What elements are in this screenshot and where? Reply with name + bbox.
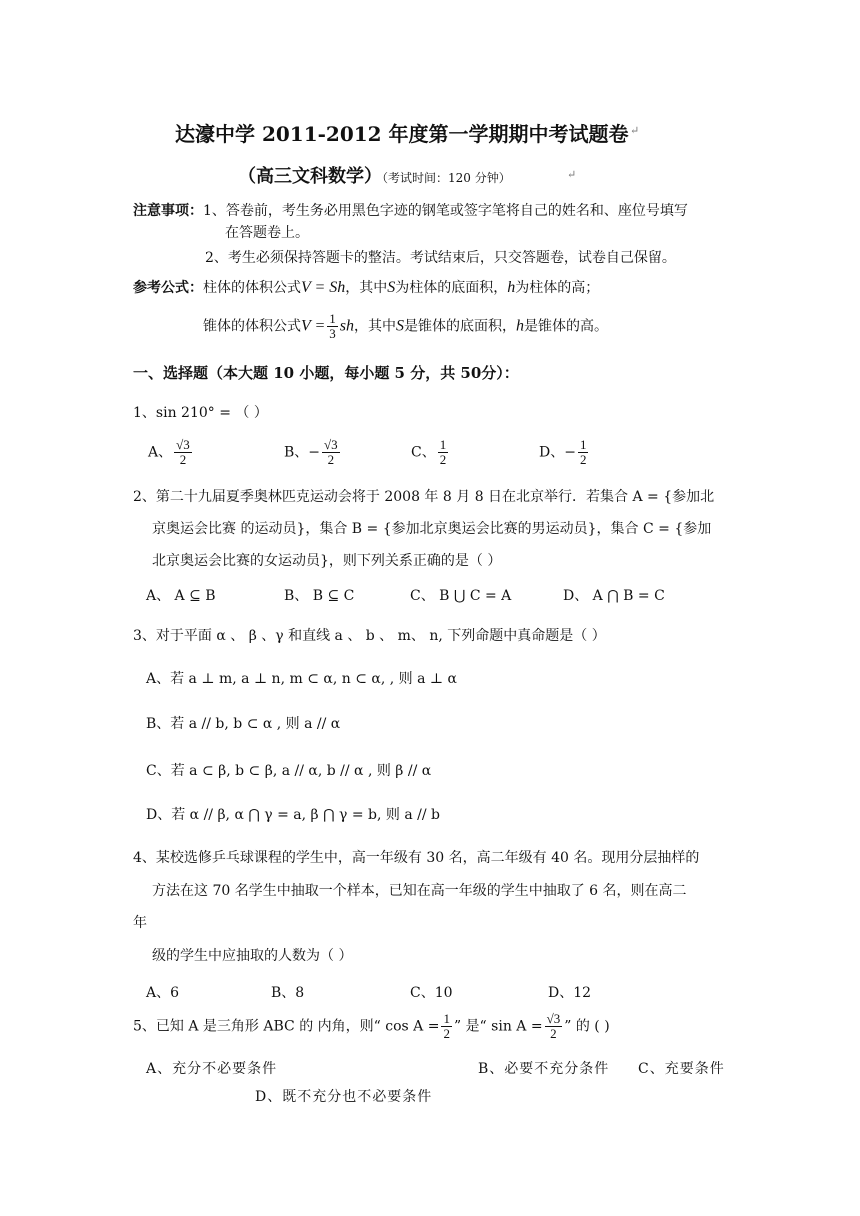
formula-text: 为柱体的高； [515,280,600,296]
fraction-denominator: 2 [327,452,335,467]
q1-option-a [148,438,194,467]
fraction-numerator: √3 [546,1011,561,1026]
q3-option-d: D、若 α // β, α ⋂ γ = a, β ⋂ γ = b, 则 a // b [146,807,440,823]
fraction [578,438,589,467]
stem-text: ” 的 ( ) [564,1018,610,1035]
fraction-numerator: 1 [579,437,587,452]
exam-time: （考试时间：120 分钟） [382,171,511,185]
option-label: A、 [148,444,173,461]
formula-var: sh [339,317,355,335]
fraction [441,1012,452,1041]
fraction-denominator: 2 [443,1026,450,1041]
formula-text: ，其中 [345,280,388,296]
formula-text: ，其中 [354,318,397,335]
q2-option-b: B、 B ⊆ C [284,588,355,604]
q3-option-c: C、若 a ⊂ β, b ⊂ β, a // α, b // α , 则 β // α [146,763,432,779]
question-1-stem: 1、sin 210° = （ ） [133,405,268,421]
q3-option-b: B、若 a // b, b ⊂ α , 则 a // α [146,716,341,732]
formula-label: 参考公式： [133,280,203,296]
question-2-line-2: 京奥运会比赛 的运动员}，集合 B = {参加北京奥运会比赛的男运动员}，集合 C = {参加 [152,521,712,537]
q4-option-c: C、10 [410,985,453,1001]
question-4-line-4: 级的学生中应抽取的人数为（ ） [152,948,353,964]
stem-text: 5、已知 A 是三角形 ABC 的 内角，则“ cos A = [133,1018,440,1035]
q2-option-c: C、 B ⋃ C = A [410,588,512,604]
question-4-line-1: 4、某校选修乒乓球课程的学生中，高一年级有 30 名，高二年级有 40 名。现用分层抽样的 [133,850,700,866]
minus-sign: − [308,444,321,461]
formula-var: S [396,317,405,335]
fraction-numerator: 1 [439,437,447,452]
fraction-denominator: 2 [179,452,187,467]
section-heading: 一、选择题（本大题 10 小题，每小题 5 分，共 50分）： [133,364,519,382]
q1-option-c [411,438,450,467]
fraction [438,438,449,467]
fraction [545,1012,563,1041]
notes-line-1 [133,200,688,220]
formula-var: V = [301,317,326,335]
formula-text: 是锥体的高。 [524,318,609,335]
fraction [327,312,338,341]
fraction-denominator: 3 [329,326,336,341]
q4-option-b: B、8 [271,985,305,1001]
fraction [322,438,340,467]
fraction-numerator: √3 [324,437,338,452]
question-4-line-2: 方法在这 70 名学生中抽取一个样本，已知在高一年级的学生中抽取了 6 名，则在高二 [152,883,687,899]
fraction-denominator: 2 [579,452,587,467]
fraction-numerator: 1 [443,1011,450,1026]
q5-option-a: A、充分不必要条件 [146,1061,278,1077]
exam-subtitle [238,162,511,188]
q2-option-a: A、 A ⊆ B [146,588,216,604]
option-label: D、 [539,444,565,461]
q1-option-d [539,438,590,467]
question-5-stem [133,1012,610,1041]
formula-text: 是锥体的底面积， [404,318,517,335]
paragraph-mark-icon: ↵ [567,168,577,181]
formula-text: 柱体的体积公式 [203,280,301,296]
subtitle-text: （高三文科数学） [238,166,382,187]
fraction-numerator: 1 [329,311,336,326]
q5-option-b: B、必要不充分条件 [478,1061,610,1077]
formula-var: S [387,279,396,296]
fraction-numerator: √3 [176,437,190,452]
notes-item-1: 1、答卷前，考生务必用黑色字迹的钢笔或签字笔将自己的姓名和、座位号填写 [203,203,688,219]
notes-label: 注意事项： [133,203,203,219]
q5-option-d: D、既不充分也不必要条件 [255,1089,433,1105]
fraction-denominator: 2 [439,452,447,467]
notes-item-2: 2、考生必须保持答题卡的整洁。考试结束后，只交答题卷，试卷自己保留。 [205,250,676,266]
stem-text: ” 是“ sin A = [453,1018,543,1035]
minus-sign: − [564,444,576,461]
option-label: B、 [284,444,309,461]
question-4-line-3: 年 [133,915,147,931]
question-2-line-1: 2、第二十九届夏季奥林匹克运动会将于 2008 年 8 月 8 日在北京举行．若集合 A = {参加北 [133,489,715,505]
exam-title: 达濠中学 2011-2012 年度第一学期期中考试题卷 [175,122,629,146]
formula-text: 锥体的体积公式 [203,318,301,335]
formula-var: h [507,279,516,296]
formula-var: h [516,317,525,335]
paragraph-mark-icon: ↵ [630,124,640,137]
notes-item-1-cont: 在答题卷上。 [225,225,309,241]
fraction [174,438,192,467]
formula-line-2 [203,312,608,341]
q4-option-a: A、6 [146,985,180,1001]
fraction-denominator: 2 [550,1026,557,1041]
q1-option-b [284,438,342,467]
q3-option-a: A、若 a ⊥ m, a ⊥ n, m ⊂ α, n ⊂ α, , 则 a ⊥ α [146,671,457,687]
formula-line-1 [133,277,599,297]
q4-option-d: D、12 [548,985,592,1001]
question-3-stem: 3、对于平面 α 、 β 、γ 和直线 a 、 b 、 m、 n, 下列命题中真命题是（ ） [133,628,606,644]
q5-option-c: C、充要条件 [638,1061,725,1077]
formula-text: 为柱体的底面积， [395,280,508,296]
option-label: C、 [411,444,436,461]
question-2-line-3: 北京奥运会比赛的女运动员}，则下列关系正确的是（ ） [152,553,502,569]
formula-prism: V = Sh [301,279,346,296]
q2-option-d: D、 A ⋂ B = C [563,588,665,604]
